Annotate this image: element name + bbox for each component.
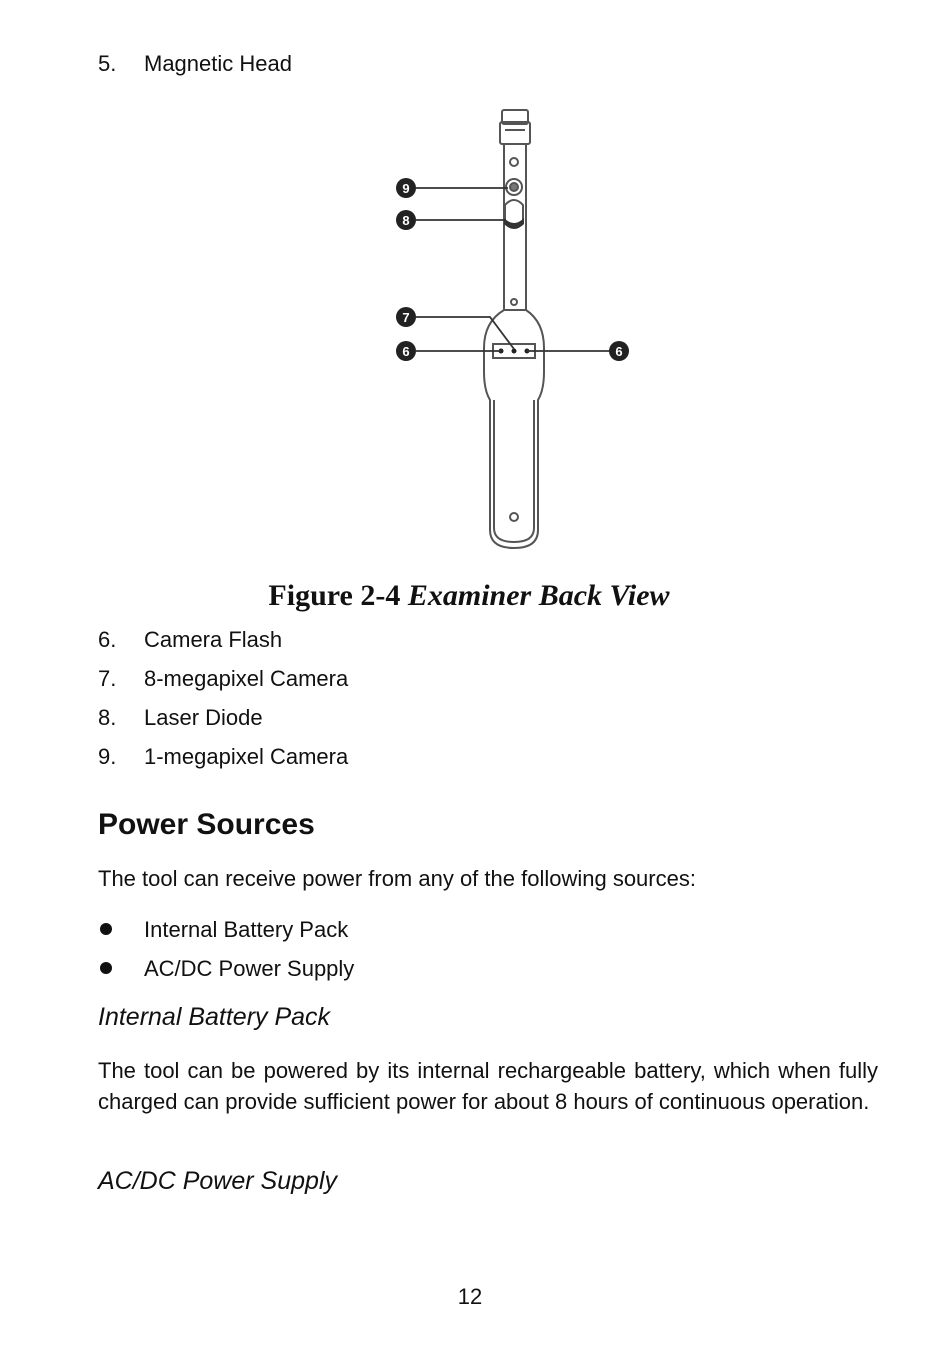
bullet-item (98, 956, 354, 982)
list-item (98, 51, 292, 77)
list-item (98, 666, 348, 692)
list-item-number: 7. (98, 666, 117, 691)
handle-screw (510, 513, 518, 521)
list-item-number: 6. (98, 627, 117, 652)
callout-label: 9 (402, 181, 410, 196)
figure-caption-prefix: Figure 2-4 (268, 579, 401, 612)
subheading-internal-battery: Internal Battery Pack (98, 1003, 331, 1031)
list-item (98, 705, 263, 731)
power-intro-text: The tool can receive power from any of the following sources: (98, 866, 696, 891)
bullet-item (98, 917, 348, 943)
list-item-number: 5. (98, 51, 117, 76)
magnetic-head (500, 122, 530, 144)
neck-screw-2 (511, 299, 517, 305)
list-item-label: 8-megapixel Camera (144, 666, 349, 691)
list-item-label: Camera Flash (144, 627, 283, 652)
subheading-acdc-power: AC/DC Power Supply (98, 1167, 337, 1195)
list-item-label: Laser Diode (144, 705, 263, 730)
bullet-icon (100, 962, 112, 974)
list-item-label: Magnetic Head (144, 51, 292, 76)
neck-screw (510, 158, 518, 166)
list-item-number: 8. (98, 705, 117, 730)
page-number: 12 (457, 1284, 483, 1309)
figure-caption-title: Examiner Back View (407, 579, 670, 612)
bullet-label: AC/DC Power Supply (144, 956, 355, 981)
bullet-label: Internal Battery Pack (144, 917, 349, 942)
list-item-number: 9. (98, 744, 117, 769)
section-heading-power-sources: Power Sources (98, 808, 315, 841)
callout-label: 7 (402, 310, 410, 325)
callout-label: 6 (402, 344, 410, 359)
figure-caption (0, 576, 938, 616)
battery-description: The tool can be powered by its internal rechargeable battery, which when fully charged can provide sufficient power for about 8 hours of continuous operation. (98, 1058, 878, 1114)
examiner-back-view-figure (380, 100, 660, 560)
list-item (98, 627, 282, 653)
callout-label: 8 (402, 213, 410, 228)
callout-label: 6 (615, 344, 623, 359)
camera-lens-inner (510, 183, 518, 191)
examiner-illustration (380, 100, 660, 560)
list-item-label: 1-megapixel Camera (144, 744, 349, 769)
bullet-icon (100, 923, 112, 935)
list-item (98, 744, 348, 770)
